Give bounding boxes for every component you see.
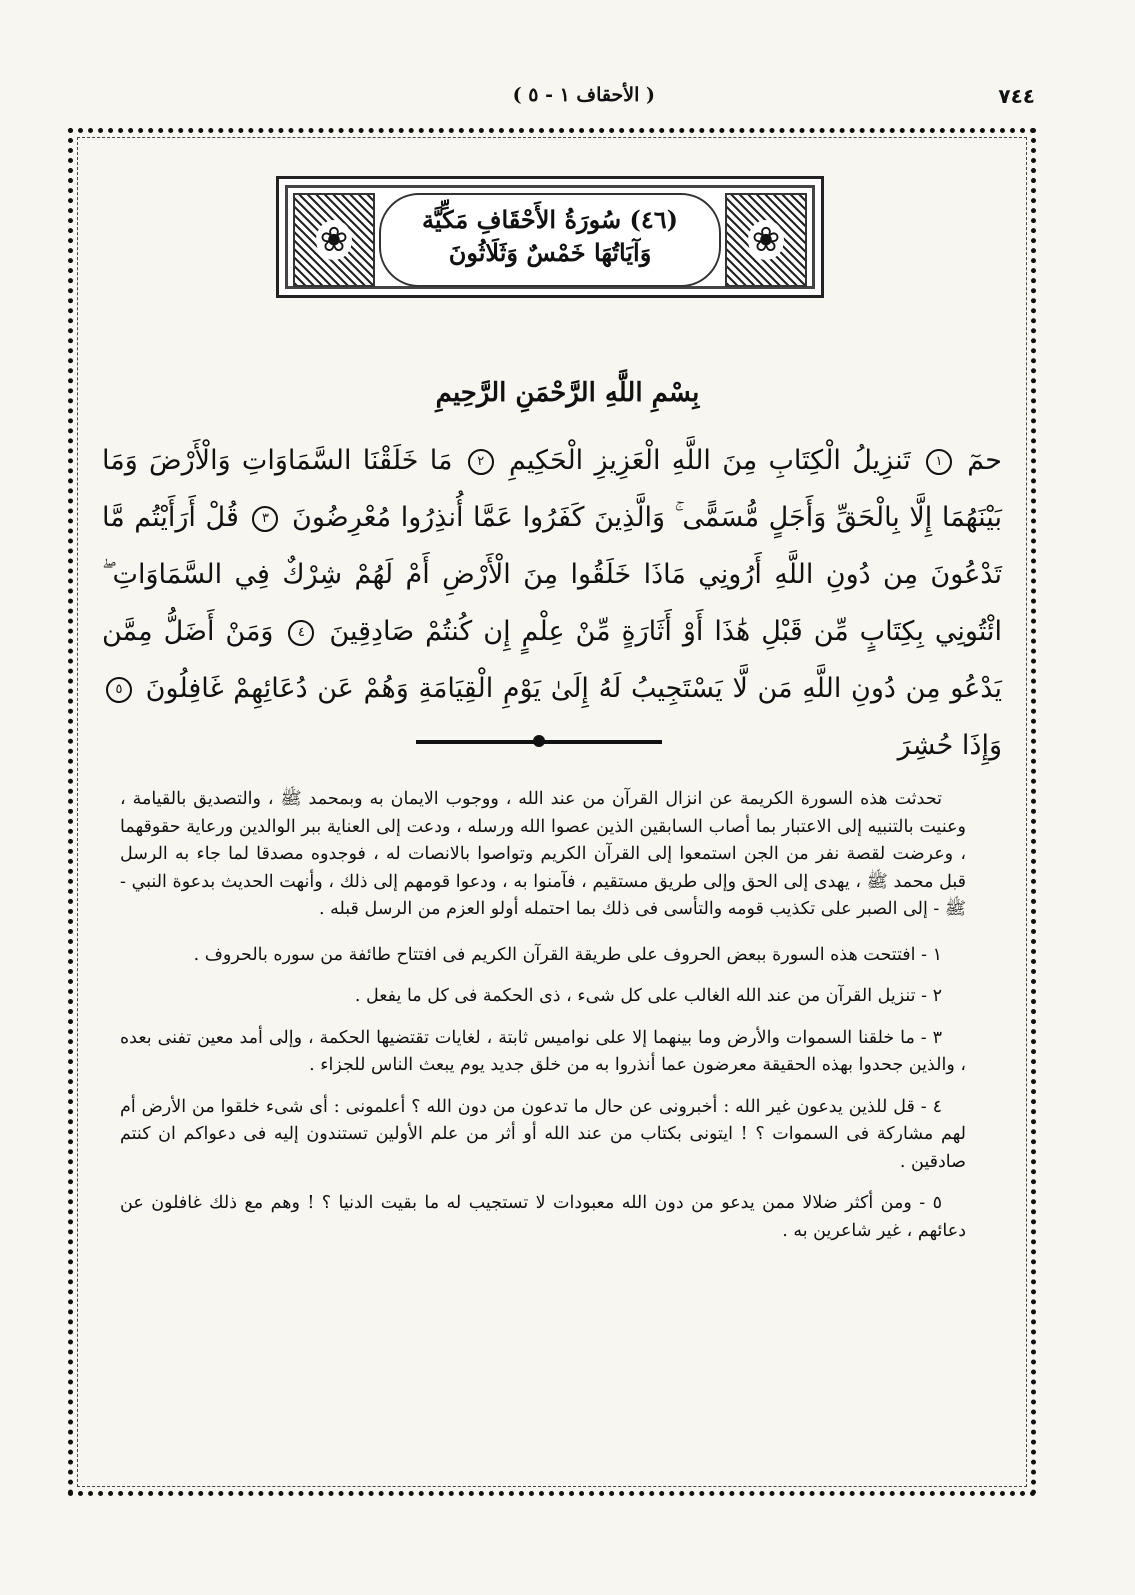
verse-text: وَإِذَا حُشِرَ bbox=[897, 730, 1002, 761]
ornament-icon: ❀ bbox=[293, 193, 375, 287]
commentary-item: ٤ - قل للذين يدعون غير الله : أخبرونى عن حال ما تدعون من دون الله ؟ أعلمونى : أى شىء خلقوا من الأرض أم لهم مشاركة فى السموات ؟ ! ايتونى بكتاب من عند الله أو أثر من علم الأولين تستندون إليه فى دعواكم ان كنتم صادقين . bbox=[120, 1096, 966, 1172]
verse-text: حمٓ bbox=[967, 445, 1002, 476]
verse-text: تَنزِيلُ الْكِتَابِ مِنَ اللَّهِ الْعَزِيزِ الْحَكِيمِ bbox=[508, 445, 911, 476]
verse-text: مَا خَلَقْنَا السَّمَاوَاتِ وَالْأَرْضَ وَمَا بَيْنَهُمَا إِلَّا بِالْحَقِّ وَأَجَلٍ مُّسَمًّى ۚ وَالَّذِينَ كَفَرُوا عَمَّا أُنذِرُوا مُعْرِضُونَ bbox=[102, 445, 1002, 533]
commentary bbox=[120, 786, 966, 1259]
commentary-intro: تحدثت هذه السورة الكريمة عن انزال القرآن من عند الله ، ووجوب الايمان به وبمحمد ﷺ ، والتصديق بالقيامة ، وعنيت بالتنبيه إلى الاعتبار بما أصاب السابقين الذين عصوا الله ورسله ، ودعت إلى العناية ببر الوالدين ورعاية حقوقهما ، وعرضت لقصة نفر من الجن استمعوا إلى القرآن الكريم وتواصوا بالانصات له ، فوجدوه مصدقا لما جاء به الرسل قبل محمد ﷺ ، يهدى إلى الحق وإلى طريق مستقيم ، فآمنوا به ، ودعوا قومهم إلى ذلك ، وأنهت الحديث بدعوة النبي - ﷺ - إلى الصبر على تكذيب قومه والتأسى فى ذلك بما احتمله أولو العزم من الرسل قبله . bbox=[120, 789, 966, 919]
verse-number-marker: ٤ bbox=[288, 620, 314, 646]
page-header bbox=[0, 84, 1135, 124]
commentary-item: ١ - افتتحت هذه السورة ببعض الحروف على طريقة القرآن الكريم فى افتتاح طائفة من سوره بالحروف . bbox=[193, 944, 942, 965]
surah-verse-count: وَآيَاتُهَا خَمْسٌ وَثَلَاثُونَ bbox=[448, 238, 652, 267]
commentary-item: ٣ - ما خلقنا السموات والأرض وما بينهما إلا على نواميس ثابتة ، لغايات تقتضيها الحكمة ، وإلى أمد معين تفنى بعده ، والذين جحدوا بهذه الحقيقة معرضون عما أنذروا به من خلق جديد يوم يبعث الناس للجزاء . bbox=[120, 1027, 966, 1075]
divider-dot-icon bbox=[533, 735, 545, 747]
surah-title-banner bbox=[276, 176, 824, 298]
surah-name: (٤٦) سُورَةُ الأَحْقَافِ مَكِّيَّة bbox=[422, 205, 678, 234]
surah-title-cartouche bbox=[379, 193, 721, 287]
verse-number-marker: ١ bbox=[926, 449, 952, 475]
commentary-item: ٢ - تنزيل القرآن من عند الله الغالب على كل شىء ، ذى الحكمة فى كل ما يفعل . bbox=[354, 986, 942, 1006]
commentary-item: ٥ - ومن أكثر ضلالا ممن يدعو من دون الله معبودات لا تستجيب له ما بقيت الدنيا ؟ ! وهم مع ذلك غافلون عن دعائهم ، غير شاعرين به . bbox=[120, 1193, 966, 1241]
basmala: بِسْمِ اللَّهِ الرَّحْمَنِ الرَّحِيمِ bbox=[435, 378, 700, 408]
verse-text: قُلْ أَرَأَيْتُم مَّا تَدْعُونَ مِن دُونِ اللَّهِ أَرُونِي مَاذَا خَلَقُوا مِنَ الْأَرْضِ أَمْ لَهُمْ شِرْكٌ فِي السَّمَاوَاتِ ۖ ائْتُونِي بِكِتَابٍ مِّن قَبْلِ هَٰذَا أَوْ أَثَارَةٍ مِّنْ عِلْمٍ إِن كُنتُمْ صَادِقِينَ bbox=[102, 502, 1002, 647]
quran-verses bbox=[102, 432, 1002, 774]
running-title: ( الأحقاف ١ - ٥ ) bbox=[512, 84, 655, 106]
verse-number-marker: ٥ bbox=[106, 677, 132, 703]
verse-number-marker: ٢ bbox=[468, 449, 494, 475]
page-number: ٧٤٤ bbox=[998, 84, 1035, 108]
ornament-icon: ❀ bbox=[725, 193, 807, 287]
verse-text: وَمَنْ أَضَلُّ مِمَّن يَدْعُو مِن دُونِ اللَّهِ مَن لَّا يَسْتَجِيبُ لَهُ إِلَىٰ يَوْمِ الْقِيَامَةِ وَهُمْ عَن دُعَائِهِمْ غَافِلُونَ bbox=[102, 616, 1002, 704]
verse-number-marker: ٣ bbox=[252, 506, 278, 532]
